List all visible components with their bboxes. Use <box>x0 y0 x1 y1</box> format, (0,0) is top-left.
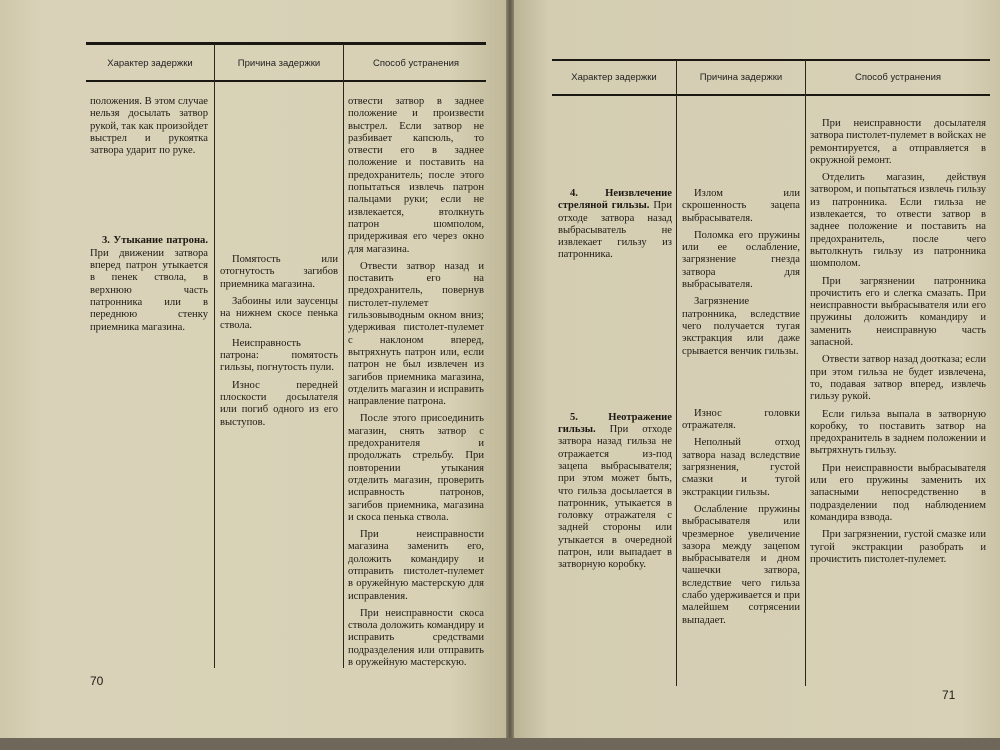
text-paragraph: При загрязнении патронника прочистить его и слегка смазать. При неисправности выбрасывателя или его пружины доложить командиру и заменить неисправную часть запасной. <box>810 275 986 349</box>
header-remedy: Способ устранения <box>854 72 942 83</box>
text-paragraph: При неисправности скоса ствола доложить командиру и исправить средствами подразделения или отправить в оружейную мастерскую. <box>348 607 484 669</box>
text-paragraph: При неисправности магазина заменить его, доложить командиру и отправить пистолет-пулемет в оружейную мастерскую для исправления. <box>348 529 484 602</box>
text-paragraph: Помятость или отогнутость загибов приемника магазина. <box>220 254 338 290</box>
left-col2 <box>220 254 338 434</box>
text-paragraph: положения. В этом случае нельзя досылать затвор рукой, так как произойдет выстрел и рукоятка затвора ударит по руке. <box>90 96 208 157</box>
text-paragraph: Поломка его пружины или ее ослабление, загрязнение гнезда затвора для выбрасывателя. <box>682 229 800 291</box>
header-delay-cause: Причина задержки <box>699 72 783 83</box>
table-top-rule <box>86 42 486 45</box>
header-delay-type: Характер задержки <box>571 72 657 83</box>
table-header-rule <box>552 94 990 96</box>
text-paragraph: Излом или скрошенность зацепа выбрасывателя. <box>682 188 800 224</box>
text-paragraph: Ослабление пружины выбрасывателя или чрезмерное увеличение зазора между зацепом выбрасывателя и дном чашечки затвора, вследствие чего гильза слабо удерживается и при малейшем сотрясении выпадает. <box>682 503 800 626</box>
text-paragraph: Неполный отход затвора назад вследствие загрязнения, густой смазки и тугой экстракции гильзы. <box>682 437 800 498</box>
text-paragraph: Износ передней плоскости досылателя или погиб одного из его выступов. <box>220 379 338 428</box>
header-delay-type: Характер задержки <box>107 58 193 69</box>
text-paragraph: Отделить магазин, действуя затвором, и попытаться извлечь гильзу из патронника. Если гильза не извлекается, то отвести затвор в заднее положение и поставить на предохранитель, после чего вытолкнуть гильзу из патронника шомполом. <box>810 172 986 270</box>
text-paragraph: При загрязнении, густой смазке или тугой экстракции разобрать и прочистить пистолет-пулемет. <box>810 529 986 565</box>
item-title: 5. Неотражение гильзы. <box>558 411 672 436</box>
left-col1 <box>90 96 208 339</box>
right-col3 <box>810 118 986 571</box>
column-divider <box>214 44 215 668</box>
scan-edge <box>0 738 1000 750</box>
text-paragraph: Износ головки отражателя. <box>682 407 800 432</box>
column-divider <box>676 60 677 686</box>
text-paragraph: Неисправность патрона: помятость гильзы, погнутость пули. <box>220 337 338 374</box>
right-col1 <box>558 188 672 577</box>
text-paragraph: При неисправности досылателя затвора пистолет-пулемет в войсках не ремонтируется, а отправляется в окружной ремонт. <box>810 118 986 166</box>
page-number: 70 <box>90 674 104 688</box>
text-paragraph: отвести затвор в заднее положение и произвести выстрел. Если затвор не разбивает капсюль, то отвести его в заднее положение и поставить на предохранитель; после этого попытаться извлечь патрон пальцами руки; если не извлекается, втолкнуть патрон шомполом, придерживая его через окно для магазина. <box>348 96 484 255</box>
table-top-rule <box>552 59 990 61</box>
text-paragraph: При движении затвора вперед патрон утыкается в пенек ствола, в верхнюю часть патронника или в переднюю стенку приемника магазина. <box>90 247 208 333</box>
column-divider <box>805 60 806 686</box>
table-header-rule <box>86 80 486 82</box>
text-paragraph: Если гильза выпала в затворную коробку, то поставить затвор на предохранитель в заднем положении и вытряхнуть гильзу. <box>810 408 986 457</box>
item-title: 3. Утыкание патрона. <box>102 235 208 247</box>
right-page <box>510 0 1000 750</box>
page-number: 71 <box>942 688 956 702</box>
text-paragraph: После этого присоединить магазин, снять затвор с предохранителя и продолжать стрельбу. При повторении утыкания отделить магазин, проверить исправность патронов, загибов приемника, магазина и скоса пенька ствола. <box>348 413 484 523</box>
text-paragraph: При неисправности выбрасывателя или его пружины заменить их запасными непосредственно в подразделении под наблюдением командира взвода. <box>810 462 986 523</box>
text-paragraph: Отвести затвор назад доотказа; если при этом гильза не будет извлечена, то, подавая затвор вперед, извлечь гильзу рукой. <box>810 354 986 403</box>
column-divider <box>343 44 344 668</box>
book-gutter <box>506 0 514 750</box>
text-paragraph: Забоины или заусенцы на нижнем скосе пенька ствола. <box>220 295 338 332</box>
item-title: 4. Неизвлечение стреляной гильзы. <box>558 188 672 212</box>
text-paragraph: При отходе затвора назад гильза не отражается из-под зацепа выбрасывателя; при этом может быть, что гильза досылается в патронник, утыкается в головку отражателя с задней стороны или утыкается в очередной патрон, или выпадает в затворную коробку. <box>558 424 672 571</box>
left-col3 <box>348 96 484 674</box>
text-paragraph: При отходе затвора назад выбрасыватель не извлекает гильзу из патронника. <box>558 200 672 261</box>
header-remedy: Способ устранения <box>372 58 460 69</box>
header-delay-cause: Причина задержки <box>237 58 321 69</box>
text-paragraph: Загрязнение патронника, вследствие чего получается тугая экстракция или даже срывается венчик гильзы. <box>682 296 800 357</box>
right-col2 <box>682 188 800 632</box>
text-paragraph: Отвести затвор назад и поставить его на предохранитель, повернув пистолет-пулемет гильзовыводным окном вниз; удерживая пистолет-пулемет с наклоном вперед, вытряхнуть патрон или, если патрон не был извлечен из загибов приемника магазина, отделить магазин и исправить направление патрона. <box>348 260 484 408</box>
